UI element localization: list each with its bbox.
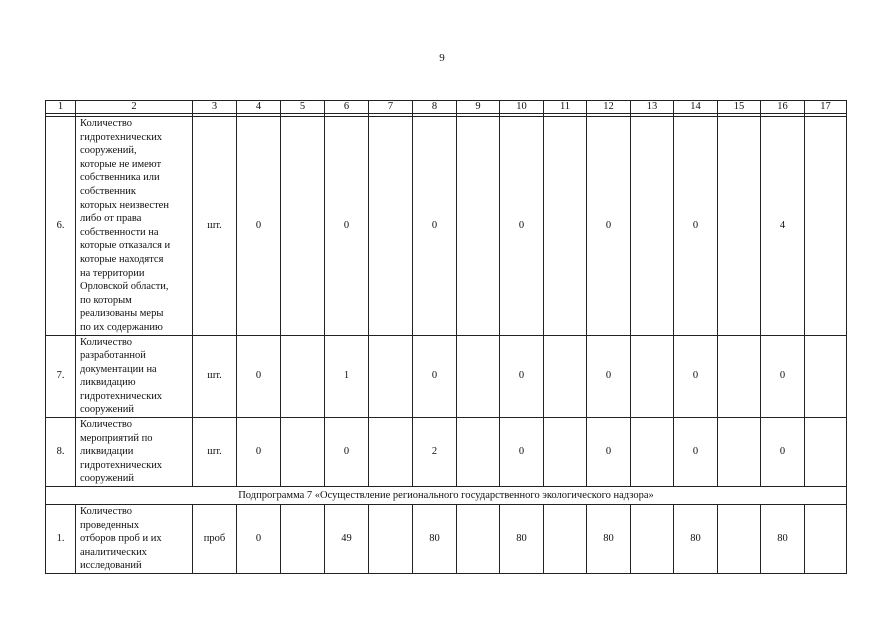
value-cell: 0 xyxy=(325,418,369,487)
indicator-name-line: ликвидации xyxy=(80,446,134,458)
value-cell xyxy=(281,505,325,574)
value-cell xyxy=(281,117,325,336)
value-cell xyxy=(457,505,500,574)
indicator-name-line: Количество xyxy=(80,118,133,129)
value-cell: 80 xyxy=(500,505,544,574)
indicator-name-line: ликвидацию xyxy=(80,377,136,389)
value-cell xyxy=(544,117,587,336)
indicator-name-line: по их содержанию xyxy=(80,321,163,333)
unit-cell: шт. xyxy=(193,418,237,487)
indicator-name-line: Орловской области, xyxy=(80,281,169,293)
indicator-name-line: гидротехнических xyxy=(80,459,163,471)
indicator-name-line: реализованы меры xyxy=(80,308,164,320)
value-cell: 49 xyxy=(325,505,369,574)
value-cell: 0 xyxy=(500,335,544,418)
indicator-name xyxy=(76,335,193,418)
indicator-name-line: гидротехнических xyxy=(80,390,163,402)
indicator-name xyxy=(76,418,193,487)
header-cell: 4 xyxy=(237,101,281,114)
header-cell: 14 xyxy=(674,101,718,114)
header-cell: 6 xyxy=(325,101,369,114)
table-row xyxy=(46,335,847,418)
header-cell: 12 xyxy=(587,101,631,114)
header-cell: 15 xyxy=(718,101,761,114)
header-cell: 5 xyxy=(281,101,325,114)
value-cell: 80 xyxy=(761,505,805,574)
value-cell xyxy=(281,418,325,487)
value-cell xyxy=(281,335,325,418)
indicator-name-line: разработанной xyxy=(80,350,146,362)
indicator-name-line: по которым xyxy=(80,294,132,306)
header-row xyxy=(46,101,847,114)
header-cell: 3 xyxy=(193,101,237,114)
value-cell: 0 xyxy=(237,418,281,487)
header-cell: 1 xyxy=(46,101,76,114)
unit-cell: проб xyxy=(193,505,237,574)
header-cell: 2 xyxy=(76,101,193,114)
value-cell xyxy=(544,505,587,574)
value-cell xyxy=(805,117,847,336)
row-number: 1. xyxy=(46,505,76,574)
value-cell xyxy=(631,335,674,418)
value-cell xyxy=(369,335,413,418)
indicator-name-line: которые отказался и xyxy=(80,240,171,252)
table-row xyxy=(46,117,847,336)
indicator-name-line: собственник xyxy=(80,185,137,197)
header-cell: 11 xyxy=(544,101,587,114)
value-cell: 0 xyxy=(761,418,805,487)
row-number: 6. xyxy=(46,117,76,336)
value-cell: 0 xyxy=(413,335,457,418)
value-cell: 0 xyxy=(500,117,544,336)
page-number: 9 xyxy=(439,52,445,64)
value-cell xyxy=(457,418,500,487)
subprogram-title: Подпрограмма 7 «Осуществление регионального государственного экологического надзора» xyxy=(46,487,847,505)
value-cell xyxy=(631,418,674,487)
header-cell: 10 xyxy=(500,101,544,114)
indicators-table xyxy=(45,100,847,574)
value-cell: 0 xyxy=(237,117,281,336)
value-cell xyxy=(544,418,587,487)
header-cell: 16 xyxy=(761,101,805,114)
row-number: 7. xyxy=(46,335,76,418)
table-row xyxy=(46,418,847,487)
value-cell: 80 xyxy=(587,505,631,574)
value-cell xyxy=(805,505,847,574)
indicator-name-line: Количество xyxy=(80,419,133,431)
value-cell: 80 xyxy=(413,505,457,574)
header-cell: 7 xyxy=(369,101,413,114)
value-cell: 0 xyxy=(413,117,457,336)
indicator-name-line: сооружений xyxy=(80,473,135,485)
value-cell: 0 xyxy=(587,117,631,336)
value-cell xyxy=(631,505,674,574)
value-cell xyxy=(718,335,761,418)
header-cell: 13 xyxy=(631,101,674,114)
indicator-name-line: собственника или xyxy=(80,172,160,184)
unit-cell: шт. xyxy=(193,335,237,418)
value-cell xyxy=(369,505,413,574)
value-cell xyxy=(631,117,674,336)
unit-cell: шт. xyxy=(193,117,237,336)
value-cell xyxy=(718,117,761,336)
value-cell xyxy=(369,418,413,487)
value-cell: 2 xyxy=(413,418,457,487)
header-cell: 8 xyxy=(413,101,457,114)
value-cell: 0 xyxy=(674,117,718,336)
indicator-name-line: на территории xyxy=(80,267,145,279)
value-cell xyxy=(369,117,413,336)
table-row xyxy=(46,505,847,574)
header-cell: 17 xyxy=(805,101,847,114)
value-cell xyxy=(718,505,761,574)
indicator-name-line: либо от права xyxy=(80,213,142,225)
value-cell: 80 xyxy=(674,505,718,574)
value-cell: 0 xyxy=(674,418,718,487)
value-cell: 0 xyxy=(761,335,805,418)
indicator-name-line: собственности на xyxy=(80,226,159,238)
indicator-name xyxy=(76,505,193,574)
indicator-name-line: аналитических xyxy=(80,546,147,558)
value-cell: 0 xyxy=(587,418,631,487)
value-cell: 0 xyxy=(674,335,718,418)
value-cell xyxy=(805,335,847,418)
indicator-name-line: которых неизвестен xyxy=(80,199,169,211)
value-cell: 0 xyxy=(587,335,631,418)
subprogram-row xyxy=(46,487,847,505)
indicator-name-line: мероприятий по xyxy=(80,432,153,444)
row-number: 8. xyxy=(46,418,76,487)
indicator-name-line: гидротехнических xyxy=(80,131,163,143)
value-cell: 0 xyxy=(237,335,281,418)
value-cell: 0 xyxy=(237,505,281,574)
indicator-name-line: проведенных xyxy=(80,519,140,531)
value-cell xyxy=(544,335,587,418)
indicator-name-line: отборов проб и их xyxy=(80,533,162,545)
value-cell: 0 xyxy=(500,418,544,487)
value-cell: 0 xyxy=(325,117,369,336)
value-cell xyxy=(805,418,847,487)
indicator-name-line: сооружений, xyxy=(80,145,137,157)
value-cell xyxy=(457,117,500,336)
value-cell xyxy=(457,335,500,418)
header-cell: 9 xyxy=(457,101,500,114)
indicator-name-line: Количество xyxy=(80,336,133,348)
indicator-name-line: документации на xyxy=(80,363,157,375)
value-cell xyxy=(718,418,761,487)
indicator-name-line: сооружений xyxy=(80,404,135,416)
indicator-name-line: которые не имеют xyxy=(80,158,162,170)
indicator-name-line: которые находятся xyxy=(80,253,164,265)
value-cell: 1 xyxy=(325,335,369,418)
indicator-name-line: Количество xyxy=(80,506,133,518)
value-cell: 4 xyxy=(761,117,805,336)
indicator-name-line: исследований xyxy=(80,560,142,572)
indicator-name xyxy=(76,117,193,336)
